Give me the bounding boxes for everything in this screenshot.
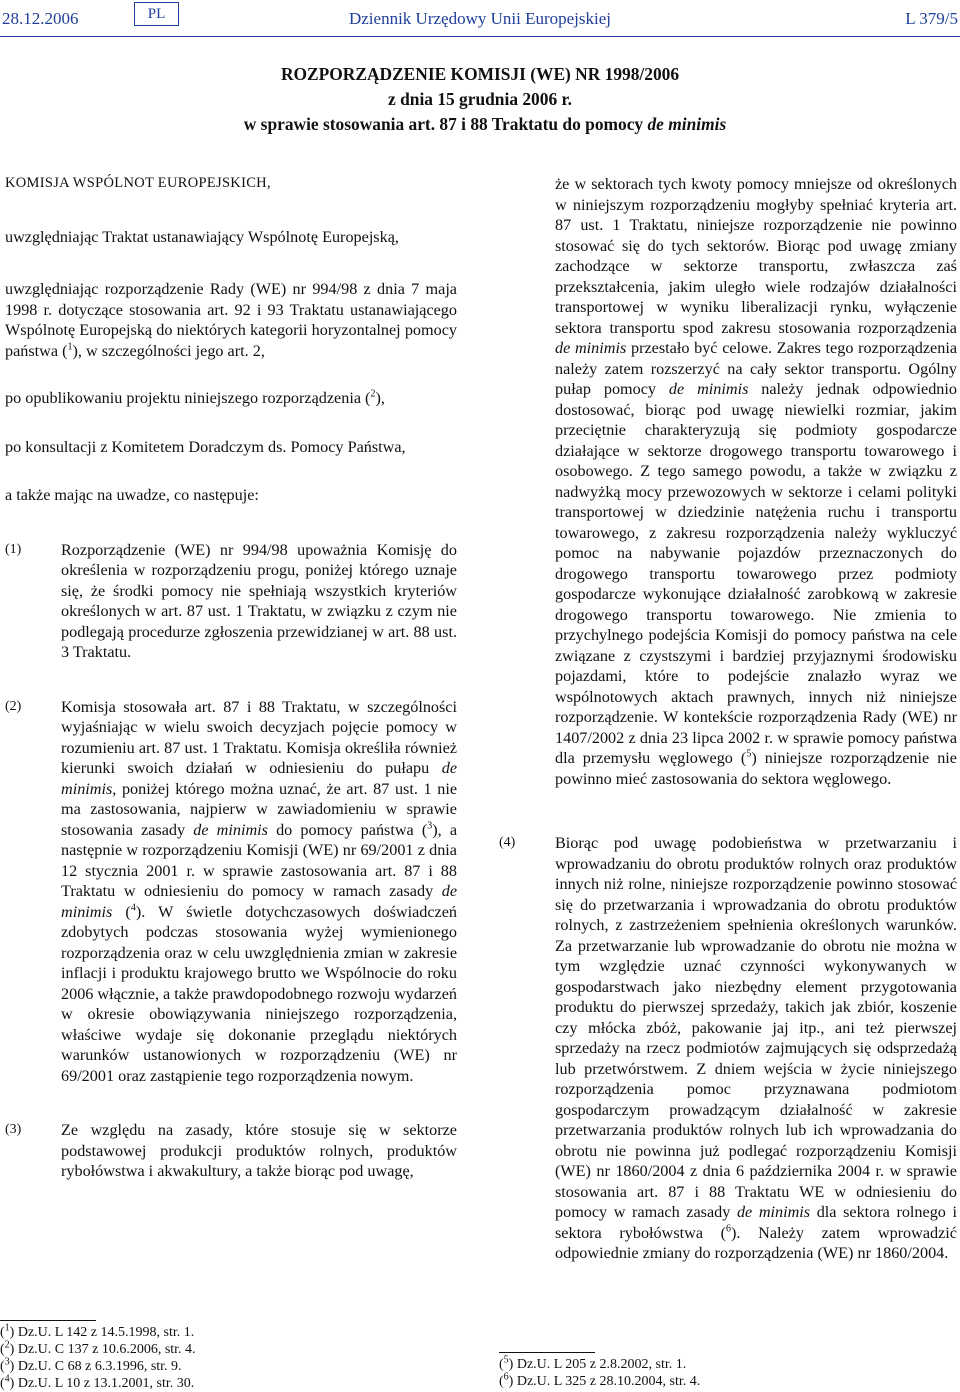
footnote-ref-3: 3 (427, 820, 433, 832)
recital-text: że w sektorach tych kwoty pomocy mniejsze od określonych w niniejszym rozporządzeniu mogłyby spełniać kryteria art. 87 ust. 1 Traktatu, niniejsze rozporządzenie nie powinno stosować się do tych sektorów. Biorąc pod uwagę zmiany zachodzące w sektorze transportu, zwłaszcza zaś przekształcenia, jakim uległo wiele rodzajów działalności transportowej w wyniku liberalizacji rynku, wyłączenie sektora transportu spod zakresu stosowania rozporządzenia (555, 175, 957, 337)
footnote-ref-5: 5 (746, 748, 752, 760)
footnote-text: Dz.U. L 325 z 28.10.2004, str. 4. (516, 1374, 701, 1389)
footnote-ref-2: 2 (370, 388, 376, 400)
footnote-divider (499, 1352, 595, 1353)
preamble-whereas: a także mając na uwadze, co następuje: (5, 486, 259, 504)
page-header (0, 0, 960, 44)
footnote-1: ($^1$) Dz.U. L 142 z 14.5.1998, str. 1. (0, 1322, 195, 1340)
recital-text: Komisja stosowała art. 87 i 88 Traktatu, w szczególności wyjaśniając w wielu swoich decyzjach pojęcie pomocy w rozumieniu art. 87 ust. 1 Traktatu. Komisja określiła również kierunki swoich działań w odniesieniu do pułapu (61, 697, 457, 777)
right-column (499, 174, 957, 1264)
footnote-ref-1: 1 (67, 341, 73, 353)
publication-date: 28.12.2006 (2, 9, 79, 28)
recital-text: ( (112, 902, 131, 921)
footnote-6: ($^6$) Dz.U. L 325 z 28.10.2004, str. 4. (499, 1371, 701, 1389)
footnotes-left (0, 1320, 300, 1392)
footnote-divider (0, 1320, 96, 1321)
left-column (5, 173, 457, 1182)
footnotes-right (499, 1352, 799, 1390)
page-reference: L 379/5 (905, 9, 958, 28)
recital-text: ). W świetle dotychczasowych doświadczeń zdobytych podczas stosowania wyżej wymienionego rozporządzenia oraz w celu uwzględnienia zmian w zakresie inflacji i produktu krajowego brutto we Wspólnocie do roku 2006 włącznie, a także prawdopodobnego rozwoju wydarzeń w okresie obowiązywania niniejszego rozporządzenia, właściwe wydaje się dokonanie przeglądu niektórych warunków ustanowionych w rozporządzeniu (WE) nr 69/2001 oraz zastąpienie tego rozporządzenia nowym. (61, 902, 458, 1085)
header-divider (0, 36, 960, 37)
preamble-publication-text: po opublikowaniu projektu niniejszego rozporządzenia ( (5, 389, 371, 407)
footnote-text: Dz.U. L 205 z 2.8.2002, str. 1. (516, 1357, 687, 1372)
recital-italic: de minimis (736, 1203, 811, 1221)
footnote-mark: 1 (4, 1322, 10, 1334)
footnote-text: Dz.U. L 10 z 13.1.2001, str. 30. (17, 1376, 195, 1391)
recital-text: dla sektora rolnego i sektora rybołówstwa ( (555, 1203, 958, 1242)
recital-number: (2) (5, 698, 22, 714)
preamble-regulation-text: uwzględniając rozporządzenie Rady (WE) nr 994/98 z dnia 7 maja 1998 r. dotyczące stosowania art. 92 i 93 Traktatu ustanawiającego Wspólnotę Europejską do niektórych kategorii horyzontalnej pomocy państwa ( (5, 280, 457, 360)
recital-text: należy jednak odpowiednio dostosować, biorąc pod uwagę niewielki rozmiar, jakim przeciętnie charakteryzują się podmioty gospodarcze działające w sektorze drogowego transportu towarowego i osobowego. Z tego samego powodu, a także w związku z nadwyżką mocy przewozowych w sektorze i celami polityki transportowej w dziedzinie natężenia ruchu i transportu towarowego, z zakresu rozporządzenia należy wykluczyć pomoc na nabywanie pojazdów przeznaczonych do drogowego transportu towarowego przez podmioty gospodarcze wykonujące działalność zarobkową w zakresie drogowego transportu towarowego. Nie zmienia to przychylnego podejścia Komisji do pomocy państwa na cele związane z czystszymi i bardziej przyjaznymi środowisku pojazdami, które to podejście znalazło wyraz we wspólnotowych aktach prawnych, innych niż niniejsze rozporządzenie. W kontekście rozporządzenia Rady (WE) nr 1407/2002 z dnia 23 lipca 2002 r. w sprawie pomocy państwa dla przemysłu węglowego ( (555, 380, 957, 767)
footnote-4: ($^4$) Dz.U. L 10 z 13.1.2001, str. 30. (0, 1373, 195, 1391)
title-subject-italic: de minimis (647, 114, 727, 134)
recital-number: (1) (5, 541, 22, 557)
preamble-treaty: uwzględniając Traktat ustanawiający Wspólnotę Europejską, (5, 227, 399, 246)
preamble-publication-end: ), (375, 389, 385, 407)
footnote-3: ($^3$) Dz.U. C 68 z 6.3.1996, str. 9. (0, 1356, 182, 1374)
language-badge: PL (134, 2, 179, 26)
recital-3 (5, 1120, 457, 1182)
recital-italic: de minimis (61, 882, 457, 921)
footnote-text: Dz.U. L 142 z 14.5.1998, str. 1. (17, 1325, 195, 1340)
recital-text: przestało być celowe. Zakres tego rozporządzenia należy zatem rozszerzyć na cały sektor transportu. Ogólny pułap pomocy (555, 339, 957, 398)
recital-text: ) niniejsze rozporządzenie nie powinno mieć zastosowania do sektora węglowego. (555, 749, 957, 788)
recital-number: (4) (499, 835, 516, 850)
footnote-ref-4: 4 (130, 902, 136, 914)
recital-italic: de minimis (193, 820, 268, 839)
preamble-commission: KOMISJA WSPÓLNOT EUROPEJSKICH, (5, 175, 271, 191)
recital-text: ), a następnie w rozporządzeniu Komisji (WE) nr 69/2001 z dnia 12 stycznia 2001 r. w sprawie zastosowania art. 87 i 88 Traktatu w odniesieniu do pomocy w ramach zasady (61, 820, 458, 900)
preamble-regulation (5, 279, 457, 361)
recital-text: Ze względu na zasady, które stosuje się w sektorze podstawowej produkcji produktów rolnych, produktów rybołówstwa i akwakultury, a także biorąc pod uwagę, (61, 1121, 457, 1180)
recital-text: do pomocy państwa ( (267, 820, 428, 839)
recital-3-continued (499, 174, 957, 789)
footnote-ref-6: 6 (726, 1223, 732, 1235)
recital-italic: de minimis (61, 759, 457, 798)
title-line-3 (0, 112, 960, 137)
footnote-mark: 4 (4, 1373, 10, 1385)
recital-1 (5, 540, 457, 663)
preamble-publication (5, 388, 457, 409)
recital-italic: de minimis (555, 339, 627, 357)
footnote-mark: 6 (503, 1371, 509, 1383)
title-line-2: z dnia 15 grudnia 2006 r. (388, 89, 572, 109)
title-line-1: ROZPORZĄDZENIE KOMISJI (WE) NR 1998/2006 (280, 64, 680, 84)
recital-text: , poniżej którego można uznać, że art. 87 ust. 1 nie ma zastosowania, najpierw w zawiadomieniu w sprawie stosowania zasady (61, 779, 457, 839)
footnote-text: Dz.U. C 137 z 10.6.2006, str. 4. (17, 1342, 196, 1357)
recital-text: ). Należy zatem wprowadzić odpowiednie zmiany do rozporządzenia (WE) nr 1860/2004. (555, 1223, 957, 1262)
title-subject: w sprawie stosowania art. 87 i 88 Traktatu do pomocy (243, 114, 648, 134)
recital-2 (5, 697, 457, 1087)
footnote-mark: 2 (4, 1339, 10, 1351)
recital-text: Biorąc pod uwagę podobieństwa w przetwarzaniu i wprowadzaniu do obrotu produktów rolnych oraz produktów innych niż rolne, niniejsze rozporządzenie powinno stosować się do przetwarzania i wprowadzania do obrotu produktów rolnych, z zastrzeżeniem spełnienia określonych warunków. Za przetwarzanie lub wprowadzanie do obrotu nie można w tym względzie uznać czynności wykonywanych w gospodarstwach jako niezbędny element przygotowania produktu do pierwszej sprzedaży, takich jak zbiór, koszenie czy młócka zbóż, pakowanie jaj itp., ani też pierwszej sprzedaży na rzecz podmiotów zajmujących się odsprzedażą lub przetwórstwem. Z dniem wejścia w życie niniejszego rozporządzenia pomoc przyznawana podmiotom gospodarczym prowadzącym działalność w zakresie przetwarzania produktów rolnych lub ich wprowadzania do obrotu nie powinna już podlegać rozporządzeniu Komisji (WE) nr 1860/2004 z dnia 6 października 2004 r. w sprawie stosowania art. 87 i 88 Traktatu WE w odniesieniu do pomocy w ramach zasady (555, 834, 957, 1221)
footnote-2: ($^2$) Dz.U. C 137 z 10.6.2006, str. 4. (0, 1339, 196, 1357)
preamble-consultation: po konsultacji z Komitetem Doradczym ds. Pomocy Państwa, (5, 437, 406, 456)
recital-4 (499, 833, 957, 1264)
regulation-title (0, 62, 960, 137)
recital-text: Rozporządzenie (WE) nr 994/98 upoważnia Komisję do określenia w rozporządzeniu progu, poniżej którego uznaje się, że środki pomocy nie spełniają wszystkich kryteriów określonych w art. 87 ust. 1 Traktatu, w związku z czym nie podlegają procedurze zgłoszenia przewidzianej w art. 88 ust. 3 Traktatu. (61, 540, 457, 661)
footnote-mark: 3 (4, 1356, 10, 1368)
footnote-5: ($^5$) Dz.U. L 205 z 2.8.2002, str. 1. (499, 1354, 687, 1372)
preamble-regulation-end: ), w szczególności jego art. 2, (72, 341, 265, 360)
recital-italic: de minimis (668, 380, 749, 398)
footnote-text: Dz.U. C 68 z 6.3.1996, str. 9. (17, 1359, 182, 1374)
recital-number: (3) (5, 1122, 22, 1137)
footnote-mark: 5 (503, 1354, 509, 1366)
journal-title: Dziennik Urzędowy Unii Europejskiej (348, 9, 611, 28)
